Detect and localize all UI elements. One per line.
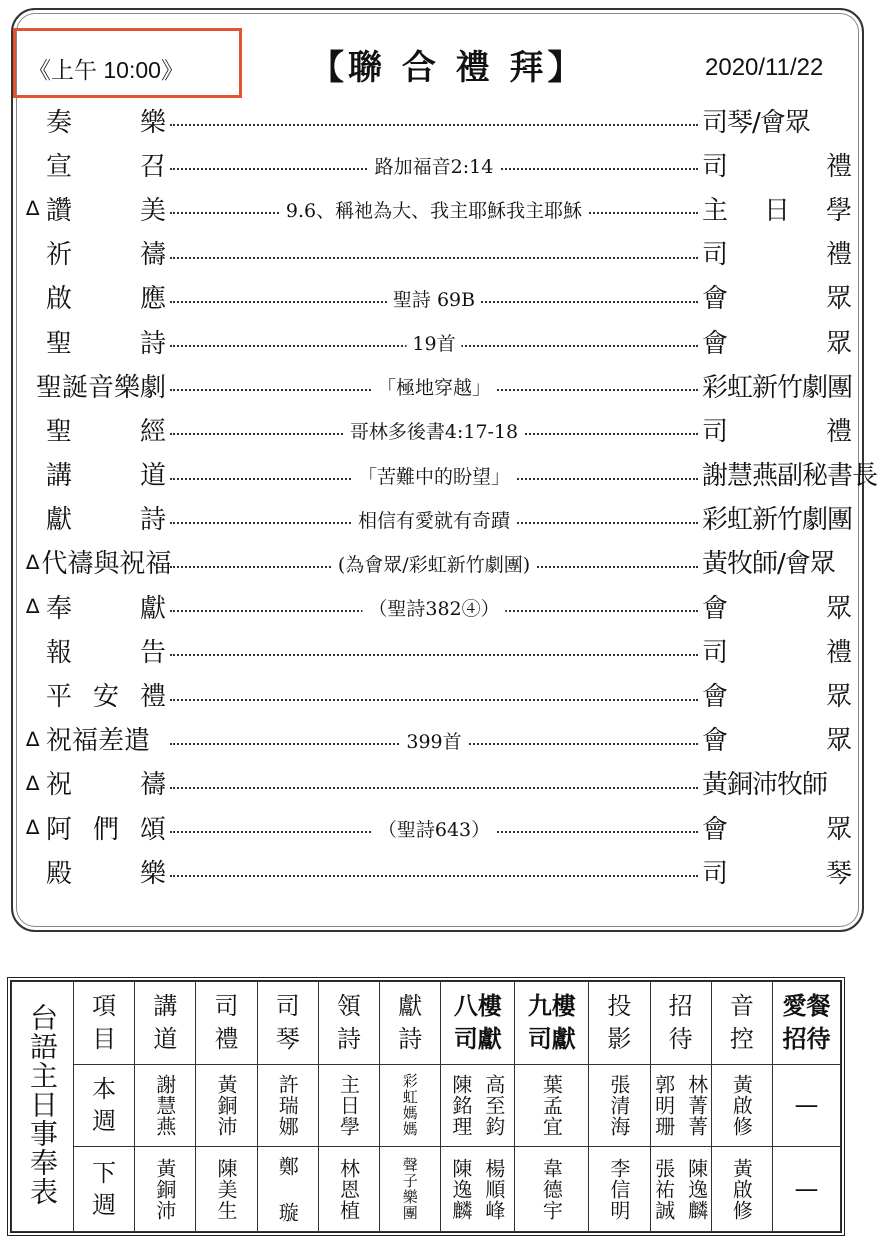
service-item-leader: 謝慧燕副秘書長	[702, 461, 878, 492]
service-item-detail: 9.6、稱祂為大、我主耶穌我主耶穌	[280, 196, 588, 223]
service-item-detail: （聖詩643）	[372, 815, 496, 842]
service-item-detail: 「極地穿越」	[371, 373, 497, 400]
service-item-leader: 會 眾	[702, 593, 852, 624]
service-item	[26, 407, 852, 451]
next-week-label: 下 週	[74, 1147, 135, 1232]
delta-mark: ∆	[26, 770, 40, 795]
service-item-name: 平 安 禮	[46, 682, 166, 713]
roster-header-cell: 司 琴	[257, 982, 318, 1065]
service-item-detail: 聖詩 69B	[387, 285, 481, 312]
service-item	[26, 584, 852, 628]
service-item-name: 聖誕音樂劇	[35, 372, 166, 403]
service-item-name: 獻 詩	[46, 505, 166, 536]
this-week-cell: 主日學	[318, 1064, 379, 1147]
dot-leader	[170, 849, 698, 893]
service-item-leader: 會 眾	[702, 328, 852, 359]
service-item-leader: 會 眾	[702, 682, 852, 713]
this-week-cell: 黃銅沛	[196, 1064, 257, 1147]
roster-header-cell: 招 待	[650, 982, 711, 1065]
this-week-cell: 陳銘理 高至鈞	[441, 1064, 515, 1147]
service-item	[26, 672, 852, 716]
service-item-name: 聖 詩	[46, 328, 166, 359]
service-item-leader: 司琴/會眾	[702, 107, 810, 138]
next-week-cell: 韋德宇	[515, 1147, 589, 1232]
service-item	[26, 452, 878, 496]
service-item-name: 啟 應	[46, 284, 166, 315]
dot-leader	[170, 540, 698, 584]
service-date: 2020/11/22	[705, 54, 824, 81]
service-item	[26, 628, 852, 672]
delta-mark: ∆	[26, 726, 40, 751]
dot-leader	[170, 319, 698, 363]
service-item	[26, 275, 852, 319]
next-week-cell: 聲子樂團	[380, 1147, 441, 1232]
service-item-name: ∆ 阿 們 頌	[26, 814, 166, 845]
service-item-leader: 司 禮	[702, 151, 852, 182]
service-item	[26, 496, 852, 540]
service-item-leader: 會 眾	[702, 284, 852, 315]
service-item	[26, 231, 852, 275]
order-of-service-list	[26, 98, 878, 893]
service-item	[26, 761, 852, 805]
next-week-cell: —	[773, 1147, 841, 1232]
service-item	[26, 805, 852, 849]
service-item-name: 奏 樂	[46, 107, 166, 138]
dot-leader	[170, 275, 698, 319]
next-week-cell: 黃啟修	[711, 1147, 772, 1232]
dot-leader	[170, 363, 698, 407]
next-week-cell: 李信明	[589, 1147, 650, 1232]
dot-leader	[170, 452, 698, 496]
next-week-cell: 張祐誠 陳逸麟	[650, 1147, 711, 1232]
roster-header-cell: 愛餐 招待	[773, 982, 841, 1065]
roster-header-cell: 司 禮	[196, 982, 257, 1065]
service-item-detail: 哥林多後書4:17-18	[344, 417, 524, 444]
service-item-name: 宣 召	[46, 151, 166, 182]
dot-leader	[170, 231, 698, 275]
service-item	[26, 363, 852, 407]
this-week-cell: 謝慧燕	[135, 1064, 196, 1147]
service-item-leader: 司 禮	[702, 637, 852, 668]
service-time: 《上午 10:00》	[28, 57, 184, 83]
dot-leader	[170, 717, 698, 761]
service-item-leader: 彩虹新竹劇團	[702, 372, 853, 403]
roster-header-cell: 投 影	[589, 982, 650, 1065]
dot-leader	[170, 496, 698, 540]
roster-header-cell: 獻 詩	[380, 982, 441, 1065]
this-week-cell: 彩虹媽媽	[380, 1064, 441, 1147]
service-item-detail: 19首	[406, 329, 461, 356]
service-item-name: ∆ 讚 美	[26, 195, 166, 226]
service-item-name: 殿 樂	[46, 858, 166, 889]
service-item-detail: 「苦難中的盼望」	[352, 462, 516, 489]
service-item-detail: 路加福音2:14	[369, 152, 500, 179]
service-item-name: ∆ 代禱與祝福	[26, 549, 172, 580]
delta-mark: ∆	[26, 594, 40, 619]
roster-header-cell: 領 詩	[318, 982, 379, 1065]
service-item	[26, 319, 852, 363]
roster-header-cell: 音 控	[711, 982, 772, 1065]
roster-header-cell: 講 道	[135, 982, 196, 1065]
this-week-cell: 許瑞娜	[257, 1064, 318, 1147]
dot-leader	[170, 186, 698, 230]
service-item	[26, 540, 852, 584]
service-item-name: ∆ 祝福差遣	[26, 726, 151, 757]
delta-mark: ∆	[26, 815, 40, 840]
service-item-leader: 司 禮	[702, 416, 852, 447]
service-item-leader: 會 眾	[702, 814, 852, 845]
roster-side-label: 台語主日事奉表	[12, 982, 74, 1232]
this-week-label: 本 週	[74, 1064, 135, 1147]
dot-leader	[170, 407, 698, 451]
dot-leader	[170, 673, 698, 717]
service-item-leader: 彩虹新竹劇團	[702, 505, 853, 536]
service-item	[26, 717, 852, 761]
this-week-cell: —	[773, 1064, 841, 1147]
dot-leader	[170, 805, 698, 849]
this-week-cell: 張清海	[589, 1064, 650, 1147]
delta-mark: ∆	[26, 196, 40, 221]
service-item-detail: 399首	[400, 727, 467, 754]
dot-leader	[170, 584, 698, 628]
service-item-name: ∆ 奉 獻	[26, 593, 166, 624]
service-item	[26, 98, 852, 142]
service-item-leader: 黃銅沛牧師	[702, 770, 828, 801]
page-title: 【聯 合 禮 拜】	[310, 48, 586, 88]
delta-mark: ∆	[26, 549, 40, 574]
service-item	[26, 186, 852, 230]
this-week-cell: 葉孟宜	[515, 1064, 589, 1147]
service-item-name: 講 道	[46, 461, 166, 492]
service-item-leader: 會 眾	[702, 726, 852, 757]
service-item-detail: （聖詩382④）	[362, 594, 505, 621]
service-item-detail: (為會眾/彩虹新竹劇團)	[332, 550, 536, 577]
this-week-cell: 郭明珊 林菁菁	[650, 1064, 711, 1147]
duty-roster-table	[7, 977, 845, 1236]
next-week-cell: 林恩植	[318, 1147, 379, 1232]
roster-header-cell: 項 目	[74, 982, 135, 1065]
next-week-cell: 鄭 璇	[257, 1147, 318, 1232]
next-week-cell: 陳逸麟 楊順峰	[441, 1147, 515, 1232]
next-week-cell: 陳美生	[196, 1147, 257, 1232]
service-item-detail: 相信有愛就有奇蹟	[352, 506, 516, 533]
dot-leader	[170, 98, 698, 142]
service-item	[26, 142, 852, 186]
service-item-leader: 黃牧師/會眾	[702, 549, 835, 580]
service-item-name: 報 告	[46, 637, 166, 668]
service-item-name: ∆ 祝 禱	[26, 770, 166, 801]
dot-leader	[170, 142, 698, 186]
service-item-leader: 主 日 學	[702, 195, 852, 226]
service-item-leader: 司 琴	[702, 858, 852, 889]
service-item-name: 聖 經	[46, 416, 166, 447]
service-item-name: 祈 禱	[46, 240, 166, 271]
next-week-cell: 黃銅沛	[135, 1147, 196, 1232]
roster-header-cell: 八樓 司獻	[441, 982, 515, 1065]
this-week-cell: 黃啟修	[711, 1064, 772, 1147]
roster-header-cell: 九樓 司獻	[515, 982, 589, 1065]
dot-leader	[170, 628, 698, 672]
service-item	[26, 849, 852, 893]
service-item-leader: 司 禮	[702, 240, 852, 271]
dot-leader	[170, 761, 698, 805]
